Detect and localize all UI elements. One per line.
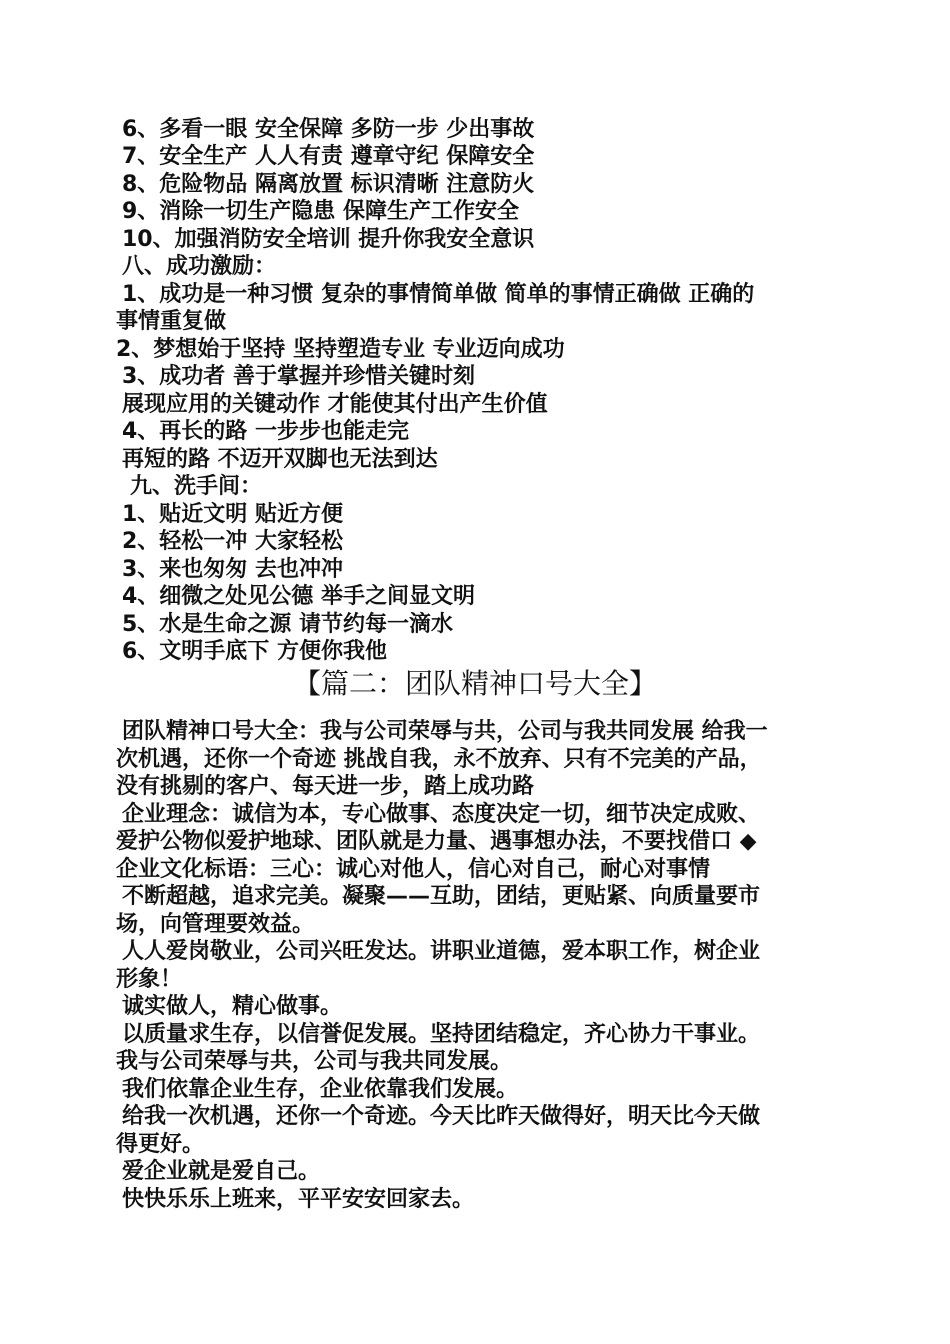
paragraph-line: 我与公司荣辱与共，公司与我共同发展。 [116, 1049, 513, 1074]
paragraph-line: 次机遇，还你一个奇迹 挑战自我，永不放弃、只有不完美的产品， [116, 747, 762, 772]
paragraph-line: 爱护公物似爱护地球、团队就是力量、遇事想办法，不要找借口 ◆ [116, 829, 757, 854]
paragraph-line: 人人爱岗敬业，公司兴旺发达。讲职业道德，爱本职工作，树企业 [122, 939, 761, 964]
slogan-line: 7、安全生产 人人有责 遵章守纪 保障安全 [122, 144, 535, 169]
paragraph-line: 爱企业就是爱自己。 [122, 1159, 321, 1184]
slogan-line: 展现应用的关键动作 才能使其付出产生价值 [122, 392, 548, 417]
part-two-title: 【篇二：团队精神口号大全】 [292, 667, 657, 700]
slogan-line: 10、加强消防安全培训 提升你我安全意识 [122, 227, 535, 252]
slogan-line: 4、细微之处见公德 举手之间显文明 [122, 584, 475, 609]
paragraph-line: 我们依靠企业生存，企业依靠我们发展。 [122, 1077, 519, 1102]
slogan-line: 3、成功者 善于掌握并珍惜关键时刻 [122, 364, 475, 389]
paragraph-line: 企业理念：诚信为本，专心做事、态度决定一切，细节决定成败、 [122, 802, 761, 827]
slogan-line: 5、水是生命之源 请节约每一滴水 [122, 612, 453, 637]
paragraph-line: 团队精神口号大全：我与公司荣辱与共，公司与我共同发展 给我一 [122, 719, 768, 744]
paragraph-line: 形象！ [116, 967, 183, 992]
slogan-line: 6、文明手底下 方便你我他 [122, 639, 387, 664]
slogan-line: 事情重复做 [116, 309, 227, 334]
paragraph-line: 企业文化标语：三心：诚心对他人，信心对自己，耐心对事情 [116, 857, 711, 882]
slogan-line: 9、消除一切生产隐患 保障生产工作安全 [122, 199, 519, 224]
paragraph-line: 场，向管理要效益。 [116, 912, 315, 937]
slogan-line: 再短的路 不迈开双脚也无法到达 [122, 447, 438, 472]
section-heading: 九、洗手间： [130, 474, 263, 499]
paragraph-line: 不断超越，追求完美。凝聚——互助，团结，更贴紧、向质量要市 [122, 884, 761, 909]
paragraph-line: 以质量求生存，以信誉促发展。坚持团结稳定，齐心协力干事业。 [122, 1022, 761, 1047]
paragraph-line: 快快乐乐上班来，平平安安回家去。 [122, 1187, 475, 1212]
paragraph-line: 给我一次机遇，还你一个奇迹。今天比昨天做得好，明天比今天做 [122, 1104, 761, 1129]
section-heading: 八、成功激励： [122, 254, 277, 279]
slogan-line: 2、轻松一冲 大家轻松 [122, 529, 343, 554]
paragraph-line: 得更好。 [116, 1132, 205, 1157]
paragraph-line: 诚实做人，精心做事。 [122, 994, 343, 1019]
slogan-line: 4、再长的路 一步步也能走完 [122, 419, 409, 444]
slogan-line: 3、来也匆匆 去也冲冲 [122, 557, 343, 582]
slogan-line: 8、危险物品 隔离放置 标识清晰 注意防火 [122, 172, 535, 197]
slogan-line: 1、贴近文明 贴近方便 [122, 502, 343, 527]
slogan-line: 2、梦想始于坚持 坚持塑造专业 专业迈向成功 [116, 337, 565, 362]
slogan-line: 6、多看一眼 安全保障 多防一步 少出事故 [122, 117, 535, 142]
slogan-line: 1、成功是一种习惯 复杂的事情简单做 简单的事情正确做 正确的 [122, 282, 755, 307]
paragraph-line: 没有挑剔的客户、每天进一步，踏上成功路 [116, 774, 535, 799]
